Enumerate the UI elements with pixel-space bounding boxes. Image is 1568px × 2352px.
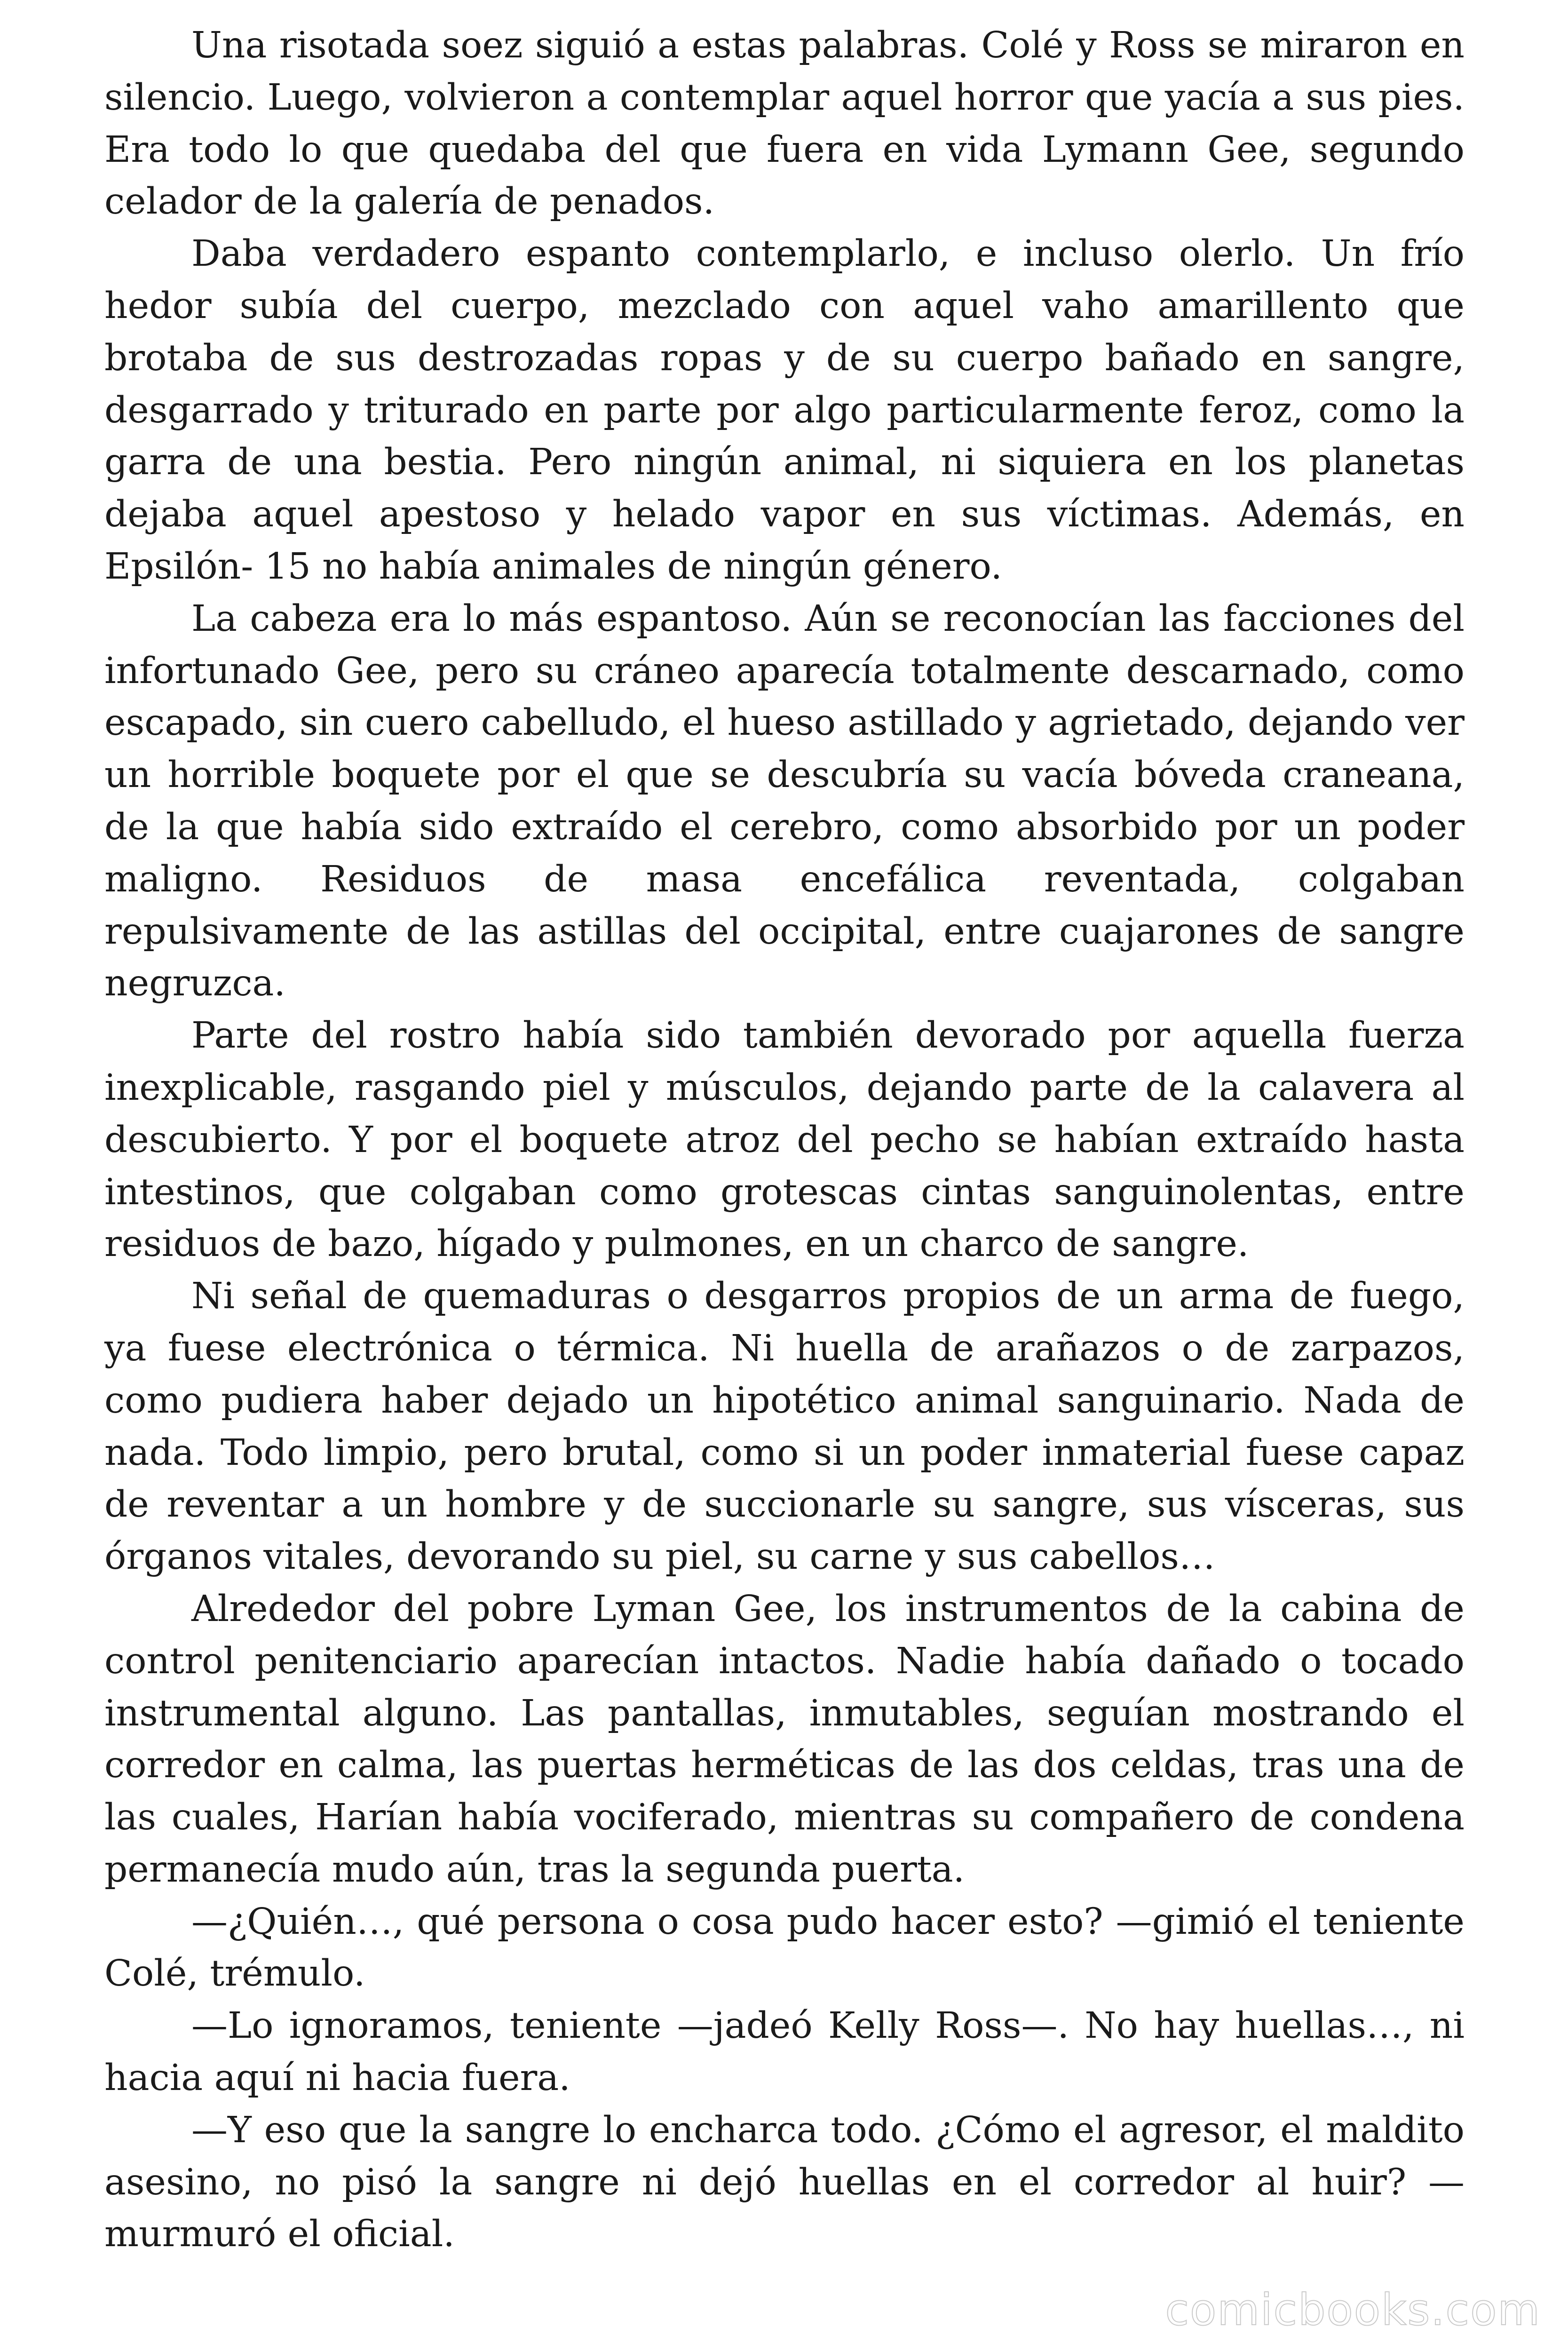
paragraph-9: —Y eso que la sangre lo encharca todo. ¿Cómo el agresor, el maldito asesino, no pisó la sangre ni dejó huellas en el corredor al huir? —murmuró el oficial. — [104, 2109, 1465, 2256]
paragraph-5: Ni señal de quemaduras o desgarros propios de un arma de fuego, ya fuese electrónica o térmica. Ni huella de arañazos o de zarpazos, como pudiera haber dejado un hipotético animal sanguinario. Nada de nada. Todo limpio, pero brutal, como si un poder inmaterial fuese capaz de reventar a un hombre y de succionarle su sangre, sus vísceras, sus órganos vitales, devorando su piel, su carne y sus cabellos… — [104, 1275, 1465, 1578]
paragraph-2: Daba verdadero espanto contemplarlo, e incluso olerlo. Un frío hedor subía del cuerpo, mezclado con aquel vaho amarillento que brotaba de sus destrozadas ropas y de su cuerpo bañado en sangre, desgarrado y triturado en parte por algo particularmente feroz, como la garra de una bestia. Pero ningún animal, ni siquiera en los planetas dejaba aquel apestoso y helado vapor en sus víctimas. Además, en Epsilón- 15 no había animales de ningún género. — [104, 233, 1465, 588]
paragraph-1: Una risotada soez siguió a estas palabras. Colé y Ross se miraron en silencio. Luego, volvieron a contemplar aquel horror que yacía a sus pies. Era todo lo que quedaba del que fuera en vida Lymann Gee, segundo celador de la galería de penados. — [104, 24, 1465, 223]
paragraph-7: —¿Quién…, qué persona o cosa pudo hacer esto? —gimió el teniente Colé, trémulo. — [104, 1900, 1465, 1995]
watermark: comicbooks.com — [1165, 2285, 1541, 2335]
paragraph-3: La cabeza era lo más espantoso. Aún se reconocían las facciones del infortunado Gee, pero su cráneo aparecía totalmente descarnado, como escapado, sin cuero cabelludo, el hueso astillado y agrietado, dejando ver un horrible boquete por el que se descubría su vacía bóveda craneana, de la que había sido extraído el cerebro, como absorbido por un poder maligno. Residuos de masa encefálica reventada, colgaban repulsivamente de las astillas del occipital, entre cuajarones de sangre negruzca. — [104, 597, 1465, 1005]
paragraph-6: Alrededor del pobre Lyman Gee, los instrumentos de la cabina de control penitenciario aparecían intactos. Nadie había dañado o tocado instrumental alguno. Las pantallas, inmutables, seguían mostrando el corredor en calma, las puertas herméticas de las dos celdas, tras una de las cuales, Harían había vociferado, mientras su compañero de condena permanecía mudo aún, tras la segunda puerta. — [104, 1588, 1465, 1891]
page-text — [104, 20, 1465, 2261]
paragraph-4: Parte del rostro había sido también devorado por aquella fuerza inexplicable, rasgando piel y músculos, dejando parte de la calavera al descubierto. Y por el boquete atroz del pecho se habían extraído hasta intestinos, que colgaban como grotescas cintas sanguinolentas, entre residuos de bazo, hígado y pulmones, en un charco de sangre. — [104, 1015, 1465, 1265]
paragraph-8: —Lo ignoramos, teniente —jadeó Kelly Ross—. No hay huellas…, ni hacia aquí ni hacia fuera. — [104, 2005, 1465, 2099]
